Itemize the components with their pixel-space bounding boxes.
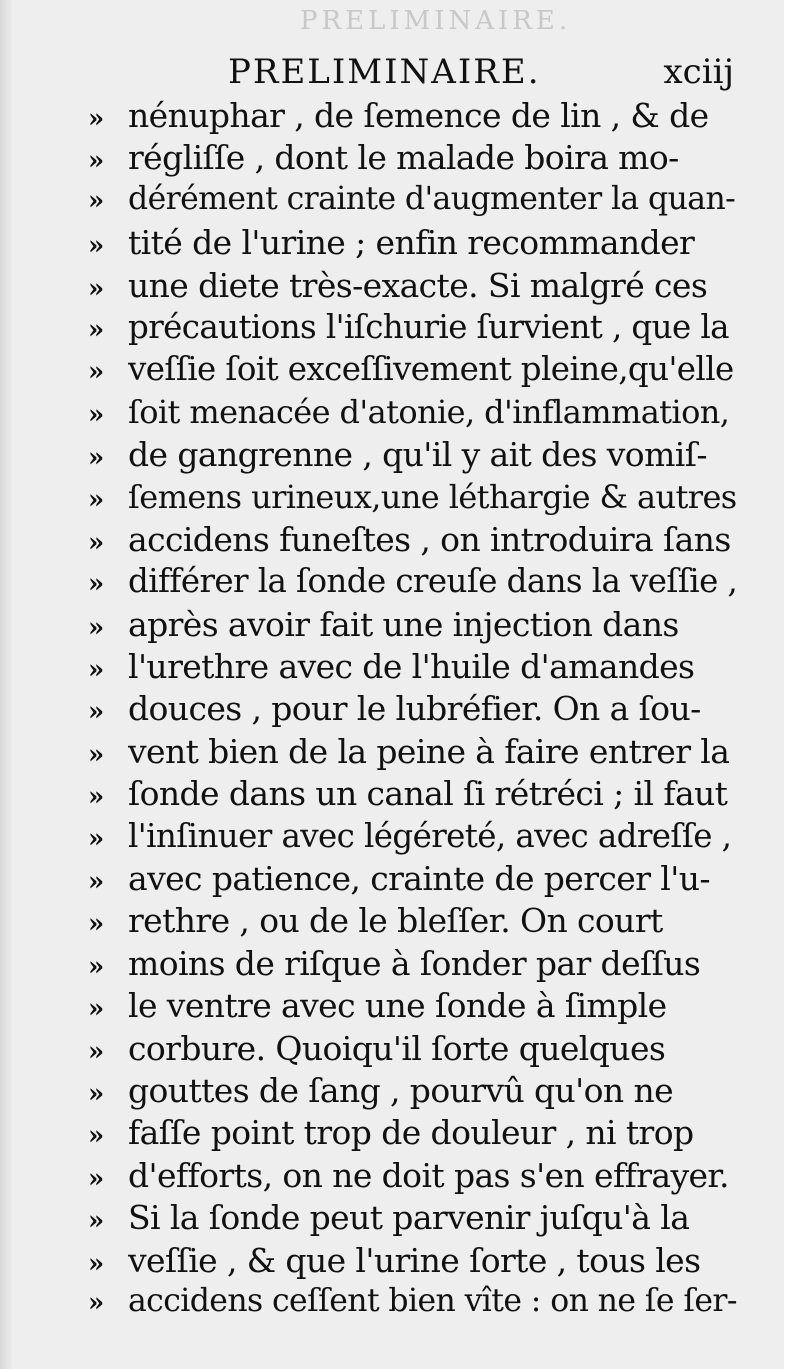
quote-mark: »	[88, 1121, 105, 1152]
line-text: nénuphar , de ſemence de lin , & de	[128, 96, 709, 135]
text-line	[88, 689, 738, 731]
text-line	[88, 520, 738, 562]
line-text: précautions l'iſchurie ſurvient , que la	[128, 307, 729, 346]
text-line	[88, 901, 738, 943]
line-text: moins de riſque à ſonder par deſſus	[128, 943, 701, 983]
line-text: accidens ceſſent bien vîte : on ne ſe ſer-	[128, 1282, 737, 1319]
quote-mark: »	[88, 273, 105, 304]
text-line	[88, 138, 738, 180]
line-text: tité de l'urine ; enfin recommander	[128, 223, 695, 263]
line-text: gouttes de ſang , pourvû qu'on ne	[128, 1070, 674, 1110]
line-text: différer la ſonde creuſe dans la veſſie ,	[128, 562, 738, 601]
text-line	[88, 817, 738, 859]
line-text: d'efforts, on ne doit pas s'en effrayer.	[128, 1155, 729, 1195]
line-text: l'inſinuer avec légéreté, avec adreſſe ,	[128, 816, 732, 855]
quote-mark: »	[88, 782, 105, 813]
line-text: ſonde dans un canal ſi rétréci ; il faut	[128, 774, 728, 814]
line-text: de gangrenne , qu'il y ait des vomiſ-	[128, 435, 707, 475]
quote-mark: »	[88, 1206, 105, 1237]
line-text: rethre , ou de le bleſſer. On court	[128, 901, 663, 941]
quote-mark: »	[88, 1248, 105, 1279]
quote-mark: »	[88, 185, 105, 216]
line-text: ſoit menacée d'atonie, d'inflammation,	[128, 392, 730, 431]
page-header	[228, 50, 734, 100]
quote-mark: »	[88, 1163, 105, 1194]
line-text: l'urethre avec de l'huile d'amandes	[128, 647, 695, 687]
quote-mark: »	[88, 1078, 105, 1109]
text-line	[88, 181, 738, 223]
quote-mark: »	[88, 909, 105, 940]
text-line	[88, 96, 738, 138]
text-line	[88, 859, 738, 901]
line-text: une diete très-exacte. Si malgré ces	[128, 265, 708, 305]
line-text: accidens funeſtes , on introduira ſans	[128, 519, 731, 559]
line-text: faſſe point trop de douleur , ni trop	[128, 1113, 694, 1153]
quote-mark: »	[88, 697, 105, 728]
line-text: Si la ſonde peut parvenir juſqu'à la	[128, 1198, 690, 1238]
page-edge	[784, 0, 800, 1369]
quote-mark: »	[88, 823, 105, 854]
text-line	[88, 223, 738, 265]
line-text: ſemens urineux,une léthargie & autres	[128, 477, 737, 516]
quote-mark: »	[88, 104, 105, 134]
quote-mark: »	[88, 569, 105, 600]
text-line	[88, 1113, 738, 1155]
body-text	[88, 96, 738, 1325]
line-text: veſſie ſoit exceſſivement pleine,qu'elle	[128, 350, 734, 389]
running-title: PRELIMINAIRE.	[228, 52, 541, 92]
quote-mark: »	[88, 655, 105, 686]
text-line	[88, 266, 738, 308]
quote-mark: »	[88, 443, 105, 474]
page-gutter-shadow	[0, 0, 12, 1369]
text-line	[88, 308, 738, 350]
quote-mark: »	[88, 1287, 105, 1318]
line-text: le ventre avec une ſonde à ſimple	[128, 986, 667, 1026]
text-line	[88, 944, 738, 986]
text-line	[88, 1071, 738, 1113]
text-line	[88, 1241, 738, 1283]
text-line	[88, 774, 738, 816]
line-text: avec patience, crainte de percer l'u-	[128, 859, 710, 899]
quote-mark: »	[88, 1036, 105, 1067]
line-text: après avoir fait une injection dans	[128, 604, 679, 644]
line-text: veſſie , & que l'urine ſorte , tous les	[128, 1240, 701, 1280]
quote-mark: »	[88, 146, 105, 177]
text-line	[88, 435, 738, 477]
quote-mark: »	[88, 314, 105, 345]
text-line	[88, 478, 738, 520]
quote-mark: »	[88, 527, 105, 558]
text-line	[88, 562, 738, 604]
line-text: douces , pour le lubréfier. On a ſou-	[128, 689, 701, 729]
line-text: dérément crainte d'augmenter la quan-	[128, 180, 736, 217]
quote-mark: »	[88, 484, 105, 515]
show-through-header: PRELIMINAIRE.	[300, 6, 572, 36]
quote-mark: »	[88, 867, 105, 898]
page-number: xciij	[663, 52, 734, 92]
text-line	[88, 1283, 738, 1325]
text-line	[88, 605, 738, 647]
text-line	[88, 1156, 738, 1198]
quote-mark: »	[88, 612, 105, 643]
quote-mark: »	[88, 994, 105, 1025]
text-line	[88, 986, 738, 1028]
text-line	[88, 393, 738, 435]
quote-mark: »	[88, 951, 105, 982]
text-line	[88, 350, 738, 392]
quote-mark: »	[88, 357, 105, 388]
quote-mark: »	[88, 399, 105, 430]
text-line	[88, 1029, 738, 1071]
line-text: régliſſe , dont le malade boira mo-	[128, 138, 679, 178]
line-text: corbure. Quoiqu'il ſorte quelques	[128, 1028, 666, 1068]
quote-mark: »	[88, 231, 105, 262]
line-text: vent bien de la peine à faire entrer la	[128, 731, 730, 771]
text-line	[88, 1198, 738, 1240]
text-line	[88, 647, 738, 689]
text-line	[88, 732, 738, 774]
quote-mark: »	[88, 739, 105, 770]
